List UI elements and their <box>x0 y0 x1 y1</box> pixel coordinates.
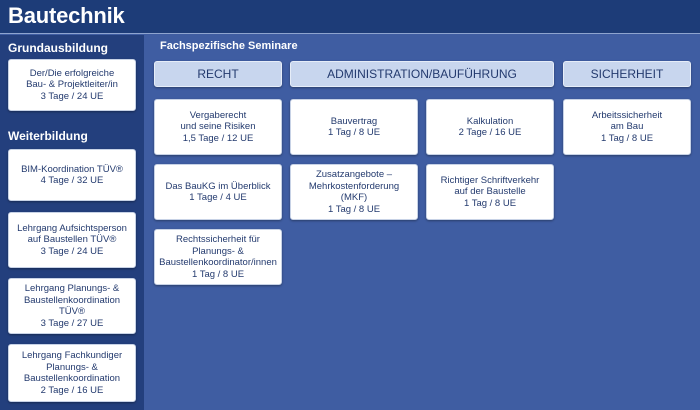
course-card-fachkundiger-koordination[interactable] <box>8 344 136 402</box>
seminar-card-vergaberecht[interactable] <box>154 99 282 155</box>
seminar-card-label: Bauvertrag 1 Tag / 8 UE <box>327 115 381 138</box>
category-recht[interactable]: RECHT <box>154 61 282 87</box>
seminar-card-arbeitssicherheit[interactable] <box>563 99 691 155</box>
course-card-label: BIM-Koordination TÜV® 4 Tage / 32 UE <box>21 163 123 186</box>
page-title: Bautechnik <box>8 3 125 28</box>
weiterbildung-heading: Weiterbildung <box>8 129 88 143</box>
seminar-card-label: Richtiger Schriftverkehr auf der Baustelle 1 Tag / 8 UE <box>440 174 540 209</box>
seminar-card-label: Vergaberecht und seine Risiken 1,5 Tage / 12 UE <box>180 109 256 144</box>
seminar-card-baukg[interactable] <box>154 164 282 220</box>
course-card-bim-koordination[interactable] <box>8 149 136 201</box>
course-card-planungs-koordination[interactable] <box>8 278 136 334</box>
seminar-card-label: Kalkulation 2 Tage / 16 UE <box>458 115 522 138</box>
seminar-card-rechtssicherheit[interactable] <box>154 229 282 285</box>
seminar-card-label: Das BauKG im Überblick 1 Tage / 4 UE <box>165 180 271 203</box>
seminar-card-bauvertrag[interactable] <box>290 99 418 155</box>
course-card-aufsichtsperson[interactable] <box>8 212 136 268</box>
seminare-heading: Fachspezifische Seminare <box>160 40 298 52</box>
course-card-label: Lehrgang Aufsichtsperson auf Baustellen TÜV® 3 Tage / 24 UE <box>17 222 127 257</box>
category-administration-baufuehrung[interactable]: ADMINISTRATION/BAUFÜHRUNG <box>290 61 554 87</box>
seminar-card-zusatzangebote[interactable] <box>290 164 418 220</box>
grundausbildung-heading: Grundausbildung <box>8 41 108 55</box>
seminar-card-schriftverkehr[interactable] <box>426 164 554 220</box>
course-card-projektleiter[interactable] <box>8 59 136 111</box>
course-card-label: Der/Die erfolgreiche Bau- & Projektleiter/in 3 Tage / 24 UE <box>26 67 118 102</box>
seminar-card-label: Arbeitssicherheit am Bau 1 Tag / 8 UE <box>591 109 663 144</box>
category-sicherheit[interactable]: SICHERHEIT <box>563 61 691 87</box>
seminar-card-label: Rechtssicherheit für Planungs- & Baustellenkoordinator/innen 1 Tag / 8 UE <box>159 234 277 280</box>
seminar-card-label: Zusatzangebote – Mehrkostenforderung (MKF) 1 Tag / 8 UE <box>308 169 400 215</box>
course-card-label: Lehrgang Planungs- & Baustellenkoordination TÜV® 3 Tage / 27 UE <box>23 283 121 329</box>
course-card-label: Lehrgang Fachkundiger Planungs- & Baustellenkoordination 2 Tage / 16 UE <box>21 350 123 396</box>
seminar-card-kalkulation[interactable] <box>426 99 554 155</box>
app-header <box>0 0 700 34</box>
